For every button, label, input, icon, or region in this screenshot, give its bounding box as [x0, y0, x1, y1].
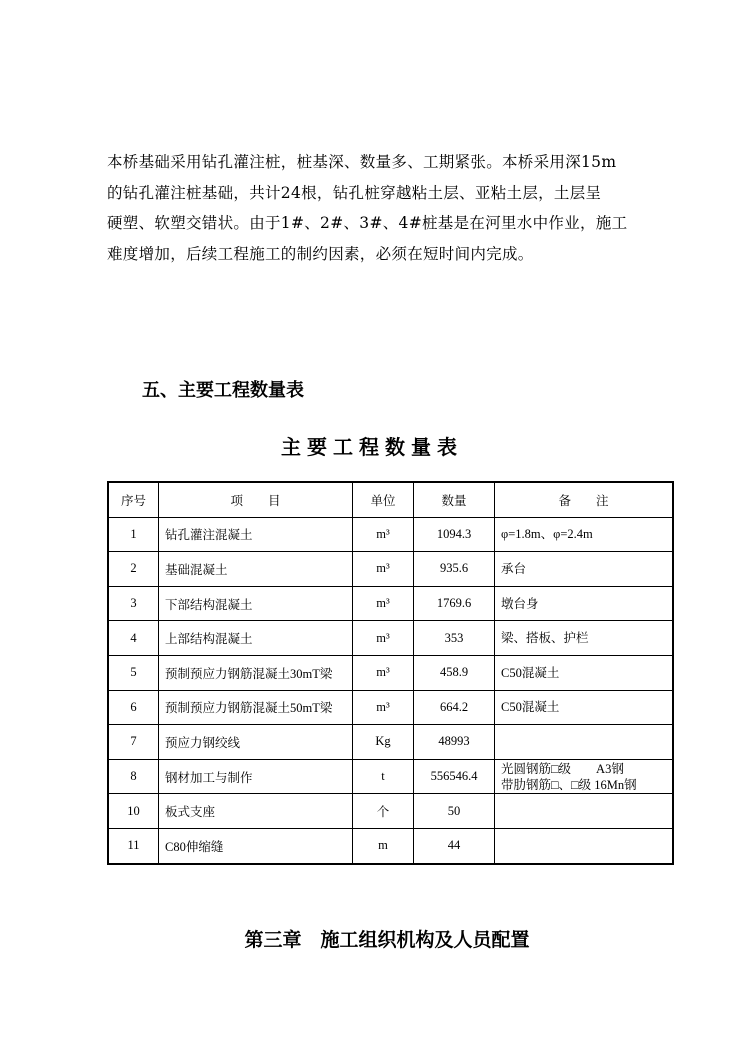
cell-note	[495, 725, 674, 760]
cell-unit: m³	[353, 690, 414, 725]
paragraph-line: 硬塑、软塑交错状。由于1#、2#、3#、4#桩基是在河里水中作业，施工	[107, 214, 628, 232]
cell-no: 11	[108, 828, 159, 863]
cell-item: 预制预应力钢筋混凝土30mT梁	[159, 655, 353, 690]
cell-item: 下部结构混凝土	[159, 586, 353, 621]
cell-item: 钢材加工与制作	[159, 759, 353, 794]
cell-note	[495, 552, 674, 587]
cell-no: 2	[108, 552, 159, 587]
cell-no: 1	[108, 517, 159, 552]
table-header-row	[108, 482, 673, 517]
table-row	[108, 794, 673, 829]
cell-unit: m³	[353, 517, 414, 552]
note-line: 墩台身	[501, 596, 539, 611]
paragraph-line: 的钻孔灌注桩基础，共计24根，钻孔桩穿越粘土层、亚粘土层，土层呈	[107, 183, 602, 202]
cell-note	[495, 655, 674, 690]
table-row	[108, 759, 673, 794]
cell-item: 上部结构混凝土	[159, 621, 353, 656]
cell-unit: 个	[353, 794, 414, 829]
cell-qty: 50	[414, 794, 495, 829]
cell-qty: 458.9	[414, 655, 495, 690]
header-note: 备 注	[495, 482, 674, 517]
cell-note	[495, 690, 674, 725]
cell-qty: 1769.6	[414, 586, 495, 621]
paragraph-line: 难度增加，后续工程施工的制约因素，必须在短时间内完成。	[107, 244, 534, 263]
cell-unit: t	[353, 759, 414, 794]
header-item: 项 目	[159, 482, 353, 517]
cell-item: 钻孔灌注混凝土	[159, 517, 353, 552]
cell-qty: 48993	[414, 725, 495, 760]
table-row	[108, 690, 673, 725]
cell-item: 基础混凝土	[159, 552, 353, 587]
header-unit: 单位	[353, 482, 414, 517]
cell-unit: m³	[353, 552, 414, 587]
note-line: 承台	[501, 561, 527, 576]
cell-qty: 556546.4	[414, 759, 495, 794]
quantity-table	[107, 481, 674, 865]
cell-unit: m³	[353, 586, 414, 621]
note-line: φ=1.8m、φ=2.4m	[501, 527, 593, 542]
header-no: 序号	[108, 482, 159, 517]
cell-item: 预应力钢绞线	[159, 725, 353, 760]
table-row	[108, 621, 673, 656]
cell-note	[495, 517, 674, 552]
cell-no: 5	[108, 655, 159, 690]
cell-unit: m³	[353, 655, 414, 690]
paragraph-line: 本桥基础采用钻孔灌注桩，桩基深、数量多、工期紧张。本桥采用深15m	[107, 153, 617, 171]
cell-item: 预制预应力钢筋混凝土50mT梁	[159, 690, 353, 725]
table-row	[108, 725, 673, 760]
note-line: 梁、搭板、护栏	[501, 631, 589, 646]
cell-no: 10	[108, 794, 159, 829]
cell-item: C80伸缩缝	[159, 828, 353, 863]
table-row	[108, 655, 673, 690]
cell-unit: m³	[353, 621, 414, 656]
cell-no: 3	[108, 586, 159, 621]
note-line: 光圆钢筋□级 A3钢	[501, 761, 624, 776]
cell-no: 8	[108, 759, 159, 794]
cell-qty: 664.2	[414, 690, 495, 725]
intro-paragraph	[107, 147, 652, 269]
cell-note	[495, 621, 674, 656]
cell-note	[495, 586, 674, 621]
cell-note	[495, 794, 674, 829]
cell-qty: 353	[414, 621, 495, 656]
table-row	[108, 586, 673, 621]
cell-note	[495, 759, 674, 794]
cell-no: 4	[108, 621, 159, 656]
section-heading: 五、主要工程数量表	[142, 380, 304, 401]
note-line: 带肋钢筋□、□级 16Mn钢	[501, 777, 637, 792]
cell-no: 7	[108, 725, 159, 760]
cell-qty: 44	[414, 828, 495, 863]
table-title: 主要工程数量表	[281, 435, 463, 459]
cell-qty: 1094.3	[414, 517, 495, 552]
cell-no: 6	[108, 690, 159, 725]
note-line: C50混凝土	[501, 700, 560, 715]
table-row	[108, 828, 673, 863]
table-body	[108, 517, 673, 863]
cell-note	[495, 828, 674, 863]
cell-unit: Kg	[353, 725, 414, 760]
cell-qty: 935.6	[414, 552, 495, 587]
cell-unit: m	[353, 828, 414, 863]
chapter-heading: 第三章 施工组织机构及人员配置	[244, 929, 530, 951]
header-qty: 数量	[414, 482, 495, 517]
cell-item: 板式支座	[159, 794, 353, 829]
table-row	[108, 552, 673, 587]
table-row	[108, 517, 673, 552]
note-line: C50混凝土	[501, 665, 560, 680]
